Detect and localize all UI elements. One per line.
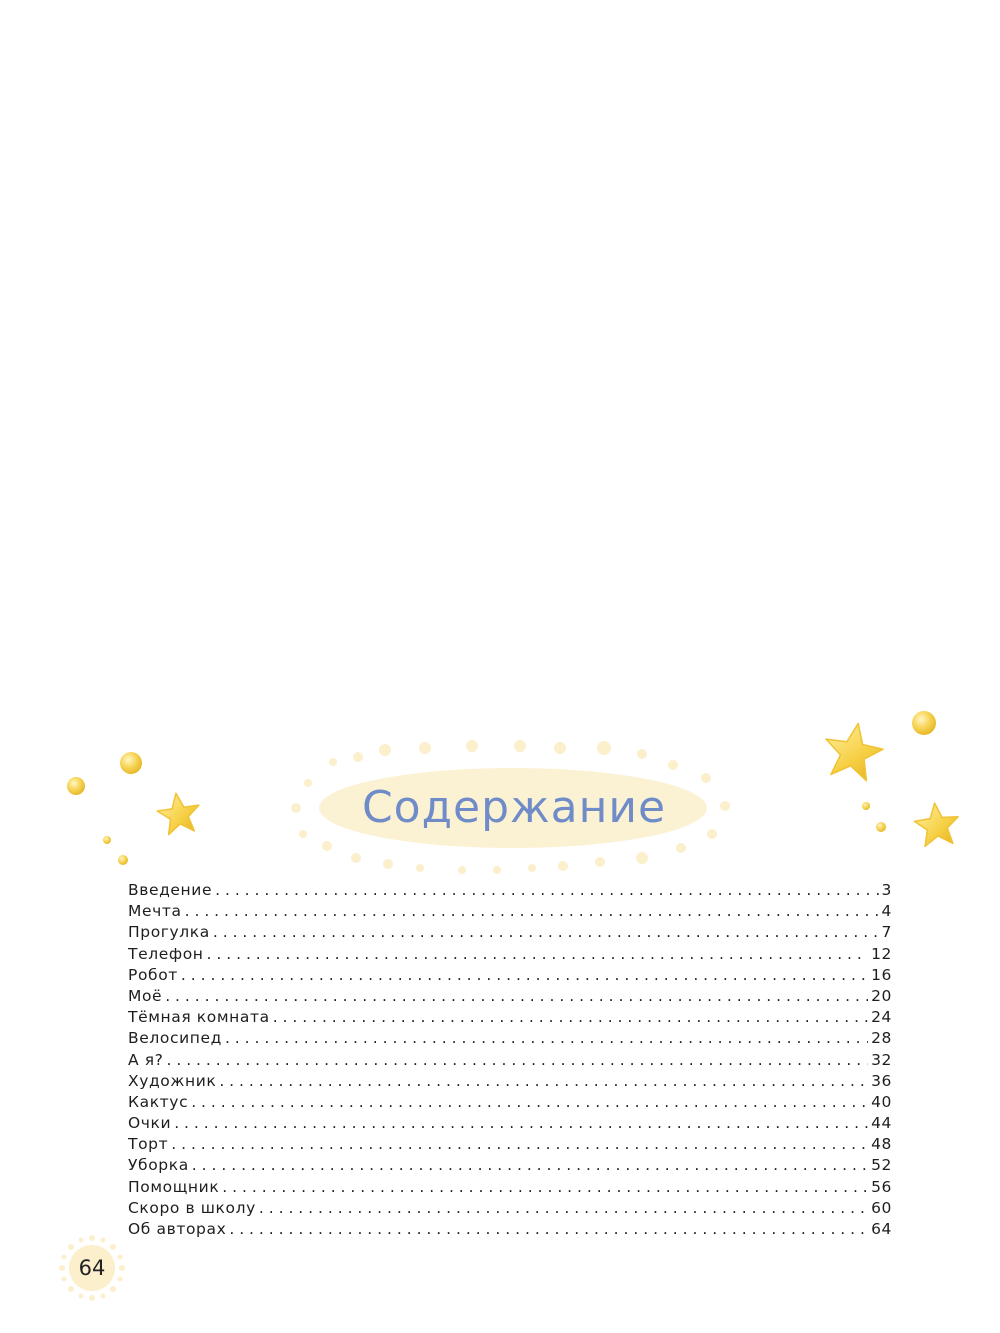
toc-leader-dots — [213, 923, 879, 941]
toc-entry-page: 16 — [871, 965, 892, 984]
toc-entry-page: 12 — [871, 944, 892, 963]
toc-entry-page: 56 — [871, 1177, 892, 1196]
toc-entry-label: Кактус — [128, 1092, 189, 1111]
toc-leader-dots — [225, 1029, 868, 1047]
toc-entry-label: Прогулка — [128, 923, 210, 942]
toc-entry[interactable] — [128, 1114, 892, 1135]
toc-entry-label: Очки — [128, 1114, 172, 1133]
toc-entry-page: 40 — [871, 1092, 892, 1111]
toc-entry[interactable] — [128, 1156, 892, 1177]
toc-entry-label: Мечта — [128, 902, 182, 921]
page-number-container — [60, 1238, 124, 1298]
toc-entry[interactable] — [128, 1220, 892, 1241]
toc-entry[interactable] — [128, 945, 892, 966]
toc-entry-label: Помощник — [128, 1177, 220, 1196]
title-container — [320, 768, 708, 846]
toc-entry[interactable] — [128, 902, 892, 923]
toc-entry-page: 44 — [871, 1114, 892, 1133]
toc-entry-page: 24 — [871, 1008, 892, 1027]
toc-entry-label: Телефон — [128, 944, 204, 963]
toc-entry[interactable] — [128, 881, 892, 902]
toc-leader-dots — [273, 1008, 868, 1026]
toc-entry[interactable] — [128, 1008, 892, 1029]
toc-entry-label: Уборка — [128, 1156, 189, 1175]
table-of-contents — [128, 881, 892, 1241]
toc-entry-label: Велосипед — [128, 1029, 222, 1048]
toc-entry-page: 60 — [871, 1198, 892, 1217]
toc-leader-dots — [191, 1093, 868, 1111]
toc-entry-label: Художник — [128, 1071, 217, 1090]
toc-entry[interactable] — [128, 923, 892, 944]
toc-entry-label: Тёмная комната — [128, 1008, 270, 1027]
toc-entry-label: Торт — [128, 1135, 169, 1154]
toc-entry[interactable] — [128, 1072, 892, 1093]
toc-leader-dots — [165, 987, 868, 1005]
toc-entry-page: 32 — [871, 1050, 892, 1069]
toc-entry[interactable] — [128, 966, 892, 987]
toc-leader-dots — [181, 966, 868, 984]
toc-leader-dots — [185, 902, 879, 920]
toc-leader-dots — [174, 1114, 868, 1132]
toc-leader-dots — [171, 1135, 868, 1153]
toc-entry[interactable] — [128, 987, 892, 1008]
toc-entry[interactable] — [128, 1178, 892, 1199]
toc-entry-label: Моё — [128, 986, 163, 1005]
toc-entry[interactable] — [128, 1051, 892, 1072]
toc-entry-page: 3 — [881, 881, 892, 899]
toc-entry-label: Об авторах — [128, 1220, 227, 1238]
toc-entry-label: А я? — [128, 1050, 164, 1069]
toc-entry-page: 7 — [881, 923, 892, 942]
toc-entry[interactable] — [128, 1093, 892, 1114]
toc-entry-page: 36 — [871, 1071, 892, 1090]
toc-entry-page: 20 — [871, 986, 892, 1005]
toc-entry-page: 64 — [871, 1220, 892, 1238]
toc-entry-label: Введение — [128, 881, 213, 899]
toc-leader-dots — [192, 1156, 868, 1174]
toc-entry-page: 48 — [871, 1135, 892, 1154]
toc-leader-dots — [259, 1199, 868, 1217]
toc-entry[interactable] — [128, 1135, 892, 1156]
toc-leader-dots — [219, 1072, 868, 1090]
toc-leader-dots — [166, 1051, 868, 1069]
page-title: Содержание — [361, 781, 667, 833]
toc-entry-page: 52 — [871, 1156, 892, 1175]
page-number: 64 — [78, 1256, 106, 1280]
toc-entry[interactable] — [128, 1199, 892, 1220]
toc-leader-dots — [222, 1178, 868, 1196]
toc-leader-dots — [207, 945, 869, 963]
toc-entry-label: Скоро в школу — [128, 1198, 256, 1217]
toc-entry[interactable] — [128, 1029, 892, 1050]
toc-leader-dots — [229, 1220, 868, 1238]
toc-entry-label: Робот — [128, 965, 178, 984]
toc-leader-dots — [215, 881, 878, 899]
toc-entry-page: 4 — [881, 902, 892, 921]
toc-entry-page: 28 — [871, 1029, 892, 1048]
